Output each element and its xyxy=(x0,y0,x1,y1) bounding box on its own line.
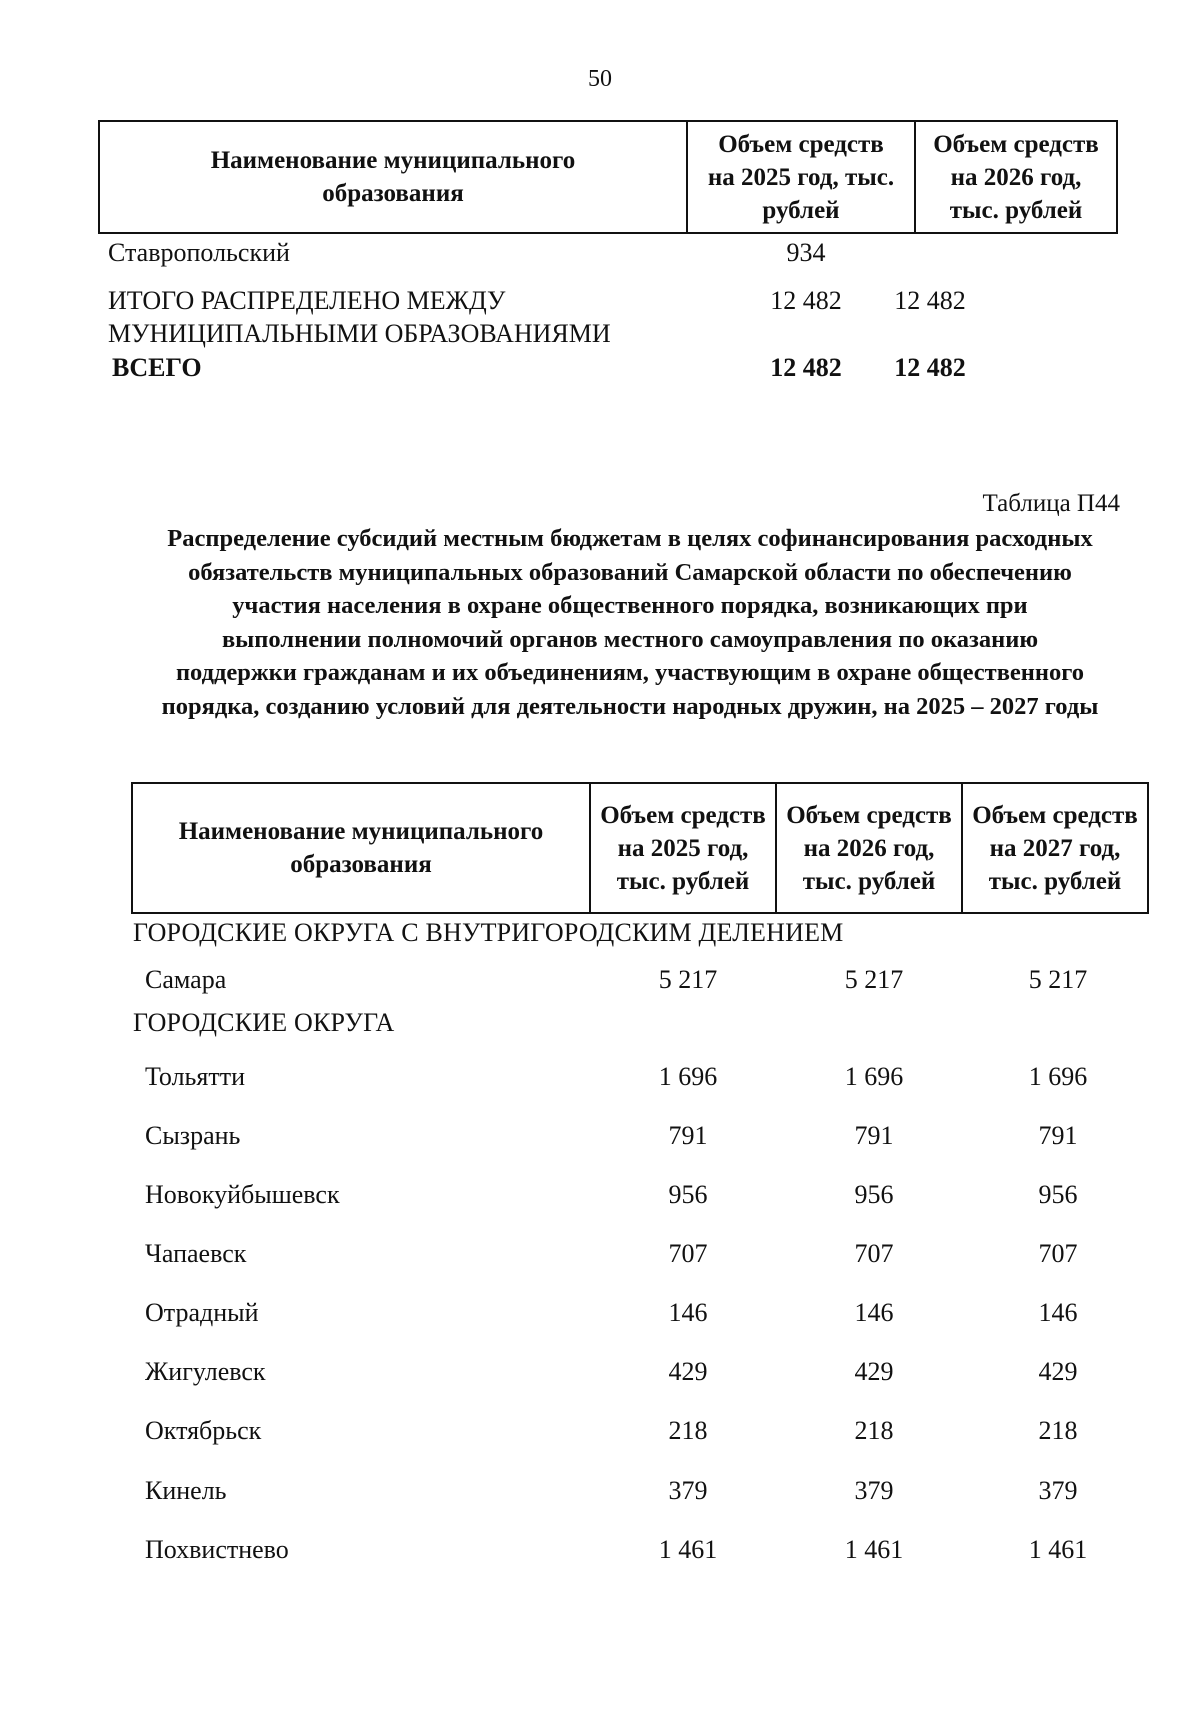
row-value-2025: 956 xyxy=(668,1180,708,1209)
table-row xyxy=(0,1237,1200,1271)
row-name: Жигулевск xyxy=(145,1357,266,1386)
table-row xyxy=(0,963,1200,997)
table-row xyxy=(0,1060,1200,1094)
table-row xyxy=(0,1593,1200,1627)
group-heading: ГОРОДСКИЕ ОКРУГА xyxy=(133,1008,395,1037)
row-value-2025: 1 461 xyxy=(658,1535,718,1564)
table1-header-2026: Объем средств на 2026 год, тыс. рублей xyxy=(933,130,1099,224)
row-value-2025: 379 xyxy=(668,1476,708,1505)
table-row xyxy=(0,1119,1200,1153)
table2-header-2026: Объем средств на 2026 год, тыс. рублей xyxy=(777,784,963,912)
row-value-2027: 1 696 xyxy=(1028,1062,1088,1091)
row-value-2027: 429 xyxy=(1038,1357,1078,1386)
table-row xyxy=(0,1355,1200,1389)
table-id: Таблица П44 xyxy=(982,490,1120,517)
table-row xyxy=(0,1178,1200,1212)
row-name: Тольятти xyxy=(145,1062,246,1091)
group-heading: ГОРОДСКИЕ ОКРУГА С ВНУТРИГОРОДСКИМ ДЕЛЕНИЕМ xyxy=(133,918,844,947)
row-value-2025: 12 482 xyxy=(770,286,842,315)
row-value-2027: 5 217 xyxy=(1028,965,1088,994)
row-name: Новокуйбышевск xyxy=(145,1180,340,1209)
table-row xyxy=(0,1414,1200,1448)
table-row xyxy=(0,1296,1200,1330)
row-value-2027: 956 xyxy=(1038,1180,1078,1209)
row-name: Отрадный xyxy=(145,1298,259,1327)
row-value-2025: 791 xyxy=(668,1121,708,1150)
table2-header-2025: Объем средств на 2025 год, тыс. рублей xyxy=(591,784,777,912)
row-value-2025: 5 217 xyxy=(658,965,718,994)
row-value-2025: 12 482 xyxy=(770,353,842,382)
row-value-2026: 12 482 xyxy=(894,353,966,382)
table1-header xyxy=(98,120,1118,234)
row-name: Похвистнево xyxy=(145,1535,289,1564)
table2-header-name: Наименование муниципального образования xyxy=(133,784,591,912)
table-row xyxy=(0,1533,1200,1567)
table1-header-2025: Объем средств на 2025 год, тыс. рублей xyxy=(688,122,916,232)
row-value-2025: 429 xyxy=(668,1357,708,1386)
page-number: 50 xyxy=(588,66,612,92)
row-name: Кинель xyxy=(145,1476,227,1505)
row-name: Ставропольский xyxy=(108,238,290,267)
row-name: Чапаевск xyxy=(145,1239,247,1268)
row-value-2027: 146 xyxy=(1038,1298,1078,1327)
row-value-2025: 146 xyxy=(668,1298,708,1327)
row-name: ИТОГО РАСПРЕДЕЛЕНО МЕЖДУ МУНИЦИПАЛЬНЫМИ ОБРАЗОВАНИЯМИ xyxy=(108,286,611,348)
row-value-2026: 1 461 xyxy=(844,1535,904,1564)
row-value-2026: 12 482 xyxy=(894,286,966,315)
row-value-2026: 707 xyxy=(854,1239,894,1268)
row-value-2026: 429 xyxy=(854,1357,894,1386)
row-name: Октябрьск xyxy=(145,1416,262,1445)
table-title: Распределение субсидий местным бюджетам в целях софинансирования расходных обязательств муниципальных образований Самарской области по обеспечению участия населения в охране общественного порядка, возникающих при выполнении полномочий органов местного самоуправления по оказанию поддержки гражданам и их объединениям, участвующим в охране общественного порядка, созданию условий для деятельности народных дружин, на 2025 – 2027 годы xyxy=(161,525,1099,720)
row-value-2027: 379 xyxy=(1038,1476,1078,1505)
row-value-2025: 934 xyxy=(786,238,826,267)
row-name: Сызрань xyxy=(145,1121,241,1150)
row-value-2027: 707 xyxy=(1038,1239,1078,1268)
row-value-2026: 956 xyxy=(854,1180,894,1209)
row-value-2025: 1 696 xyxy=(658,1062,718,1091)
row-value-2026: 5 217 xyxy=(844,965,904,994)
row-value-2025: 707 xyxy=(668,1239,708,1268)
row-value-2027: 1 461 xyxy=(1028,1535,1088,1564)
row-value-2026: 218 xyxy=(854,1416,894,1445)
row-value-2027: 218 xyxy=(1038,1416,1078,1445)
table-row xyxy=(0,1474,1200,1508)
row-value-2025: 218 xyxy=(668,1416,708,1445)
row-name: ВСЕГО xyxy=(112,353,202,382)
row-value-2026: 791 xyxy=(854,1121,894,1150)
row-name: Самара xyxy=(145,965,227,994)
row-value-2026: 379 xyxy=(854,1476,894,1505)
row-value-2026: 1 696 xyxy=(844,1062,904,1091)
row-value-2027: 791 xyxy=(1038,1121,1078,1150)
row-value-2026: 146 xyxy=(854,1298,894,1327)
table2-header xyxy=(131,782,1149,914)
table2-header-2027: Объем средств на 2027 год, тыс. рублей xyxy=(972,801,1138,895)
table1-header-name: Наименование муниципального образования xyxy=(100,122,688,232)
